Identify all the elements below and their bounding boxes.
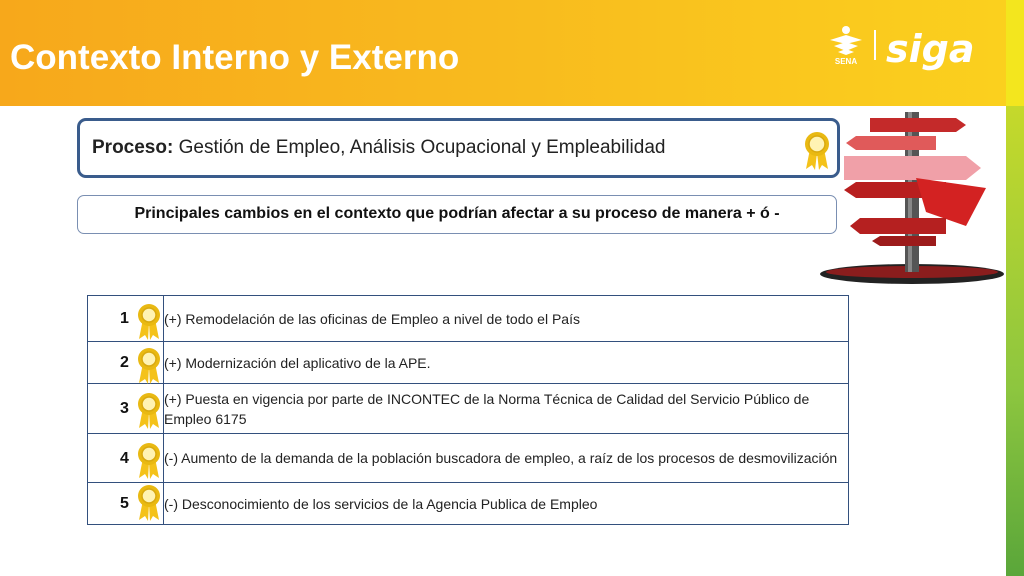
- item-number: 4: [120, 450, 129, 467]
- award-ribbon-icon: [136, 347, 162, 385]
- changes-heading: Principales cambios en el contexto que podrían afectar a su proceso de manera + ó -: [134, 205, 780, 222]
- item-text: (+) Remodelación de las oficinas de Empleo a nivel de todo el País: [164, 296, 849, 342]
- item-text: (-) Desconocimiento de los servicios de la Agencia Publica de Empleo: [164, 483, 849, 525]
- process-box: [77, 118, 840, 178]
- sena-logo: [826, 24, 866, 66]
- award-ribbon-icon: [136, 303, 162, 341]
- accent-strip-top: [1006, 0, 1024, 106]
- item-number-cell: [88, 384, 164, 434]
- table-row: [88, 483, 849, 525]
- logo-divider: [874, 30, 876, 60]
- changes-heading-box: [77, 195, 837, 234]
- item-number-cell: [88, 342, 164, 384]
- item-number-cell: [88, 483, 164, 525]
- table-row: [88, 296, 849, 342]
- award-ribbon-icon: [136, 392, 162, 430]
- item-number: 3: [120, 400, 129, 417]
- item-number-cell: [88, 296, 164, 342]
- direction-signpost-illustration: [816, 108, 1008, 286]
- header-bar: [0, 0, 1024, 106]
- award-ribbon-icon: [136, 442, 162, 480]
- item-text: (-) Aumento de la demanda de la población buscadora de empleo, a raíz de los procesos de desmovilización: [164, 434, 849, 483]
- item-number-cell: [88, 434, 164, 483]
- accent-strip-right: [1006, 106, 1024, 576]
- item-number: 1: [120, 310, 129, 327]
- process-value: Gestión de Empleo, Análisis Ocupacional y Empleabilidad: [178, 137, 666, 158]
- changes-table: [87, 295, 849, 525]
- table-row: [88, 384, 849, 434]
- item-number: 2: [120, 354, 129, 371]
- page-title: Contexto Interno y Externo: [10, 38, 460, 77]
- table-row: [88, 434, 849, 483]
- item-text: (+) Modernización del aplicativo de la APE.: [164, 342, 849, 384]
- siga-logo: [884, 24, 974, 74]
- table-row: [88, 342, 849, 384]
- process-label: Proceso:: [92, 137, 174, 158]
- siga-logo-text: siga: [886, 27, 974, 71]
- award-ribbon-icon: [136, 484, 162, 522]
- item-number: 5: [120, 495, 129, 512]
- sena-logo-text: SENA: [834, 57, 858, 66]
- process-line: [92, 137, 665, 159]
- item-text: (+) Puesta en vigencia por parte de INCONTEC de la Norma Técnica de Calidad del Servicio Público de Empleo 6175: [164, 384, 849, 434]
